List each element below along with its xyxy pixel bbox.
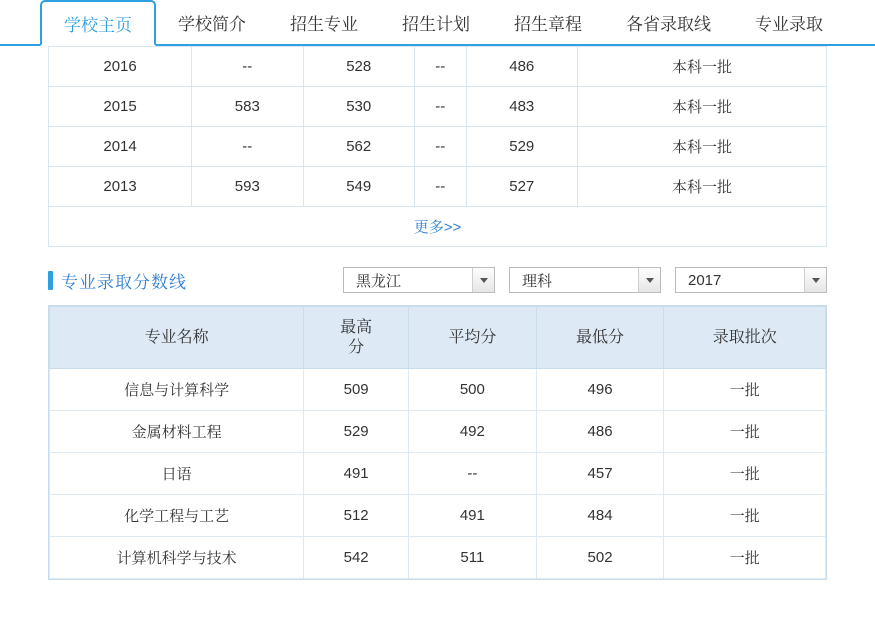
tab-label: 各省录取线 (626, 14, 711, 34)
table-header-row (50, 307, 826, 369)
cell-batch: 本科一批 (577, 87, 826, 127)
cell-major-name: 化学工程与工艺 (50, 495, 304, 537)
table-row (49, 47, 826, 87)
province-select[interactable] (343, 267, 495, 293)
tab-label: 招生专业 (290, 14, 358, 34)
cell-max-score: 542 (304, 537, 409, 579)
tab-label: 专业录取 (755, 14, 823, 34)
cell-max-score: 491 (304, 453, 409, 495)
table-more-row (49, 207, 826, 247)
tab-label: 招生章程 (514, 14, 582, 34)
subject-select-value: 理科 (522, 272, 553, 290)
cell-extra: -- (414, 87, 466, 127)
section-title: 专业录取分数线 (61, 272, 187, 292)
major-score-section-header (48, 265, 827, 295)
cell-batch: 一批 (664, 537, 826, 579)
chevron-down-icon[interactable] (804, 268, 826, 292)
provincial-score-table-wrap (48, 46, 827, 247)
cell-max: -- (192, 47, 303, 87)
tab-major-scores[interactable] (733, 0, 845, 44)
header-major-name: 专业名称 (50, 307, 304, 369)
cell-major-name: 计算机科学与技术 (50, 537, 304, 579)
tab-label: 招生计划 (402, 14, 470, 34)
chevron-down-icon[interactable] (472, 268, 494, 292)
cell-min: 527 (466, 167, 577, 207)
table-row (49, 127, 826, 167)
cell-min: 486 (466, 47, 577, 87)
year-select-value: 2017 (688, 271, 722, 289)
cell-year: 2015 (49, 87, 192, 127)
provincial-score-table (49, 46, 826, 247)
cell-min-score: 502 (536, 537, 664, 579)
cell-max-score: 529 (304, 411, 409, 453)
header-max-line2: 分 (348, 338, 365, 356)
cell-batch: 本科一批 (577, 47, 826, 87)
header-min-score: 最低分 (536, 307, 664, 369)
table-row (50, 537, 826, 579)
header-max-score (304, 307, 409, 369)
cell-avg: 528 (303, 47, 414, 87)
nav-tabs (0, 0, 875, 46)
province-select-value: 黑龙江 (356, 272, 402, 290)
table-row (50, 453, 826, 495)
more-cell (49, 207, 826, 247)
cell-major-name: 金属材料工程 (50, 411, 304, 453)
cell-avg: 562 (303, 127, 414, 167)
major-score-table-wrap (48, 305, 827, 580)
cell-major-name: 日语 (50, 453, 304, 495)
cell-batch: 本科一批 (577, 127, 826, 167)
cell-min-score: 496 (536, 369, 664, 411)
cell-avg: 530 (303, 87, 414, 127)
cell-min-score: 486 (536, 411, 664, 453)
header-batch: 录取批次 (664, 307, 826, 369)
table-row (49, 167, 826, 207)
cell-year: 2014 (49, 127, 192, 167)
cell-avg-score: -- (409, 453, 537, 495)
cell-max: 583 (192, 87, 303, 127)
cell-batch: 一批 (664, 369, 826, 411)
table-row (50, 411, 826, 453)
cell-avg: 549 (303, 167, 414, 207)
cell-min: 529 (466, 127, 577, 167)
tab-school-home[interactable] (40, 0, 156, 46)
tab-label: 学校简介 (178, 14, 246, 34)
cell-major-name: 信息与计算科学 (50, 369, 304, 411)
cell-batch: 本科一批 (577, 167, 826, 207)
tab-majors[interactable] (268, 0, 380, 44)
chevron-down-icon[interactable] (638, 268, 660, 292)
section-accent-bar (48, 271, 53, 290)
cell-max: 593 (192, 167, 303, 207)
tab-label: 学校主页 (64, 15, 132, 35)
cell-min: 483 (466, 87, 577, 127)
tab-admission-plan[interactable] (380, 0, 492, 44)
cell-year: 2016 (49, 47, 192, 87)
tab-admission-regulations[interactable] (492, 0, 604, 44)
cell-batch: 一批 (664, 453, 826, 495)
major-score-table (49, 306, 826, 579)
cell-batch: 一批 (664, 411, 826, 453)
header-avg-score: 平均分 (409, 307, 537, 369)
cell-max: -- (192, 127, 303, 167)
cell-extra: -- (414, 167, 466, 207)
more-link[interactable]: 更多>> (413, 219, 462, 236)
year-select[interactable] (675, 267, 827, 293)
header-max-line1: 最高 (340, 318, 373, 336)
tab-provincial-scores[interactable] (604, 0, 733, 44)
cell-min-score: 457 (536, 453, 664, 495)
cell-avg-score: 511 (409, 537, 537, 579)
cell-avg-score: 500 (409, 369, 537, 411)
subject-select[interactable] (509, 267, 661, 293)
cell-max-score: 509 (304, 369, 409, 411)
cell-avg-score: 491 (409, 495, 537, 537)
cell-min-score: 484 (536, 495, 664, 537)
cell-avg-score: 492 (409, 411, 537, 453)
cell-extra: -- (414, 47, 466, 87)
cell-max-score: 512 (304, 495, 409, 537)
tab-school-intro[interactable] (156, 0, 268, 44)
cell-year: 2013 (49, 167, 192, 207)
filter-group (343, 267, 827, 293)
cell-batch: 一批 (664, 495, 826, 537)
cell-extra: -- (414, 127, 466, 167)
table-row (49, 87, 826, 127)
table-row (50, 495, 826, 537)
table-row (50, 369, 826, 411)
